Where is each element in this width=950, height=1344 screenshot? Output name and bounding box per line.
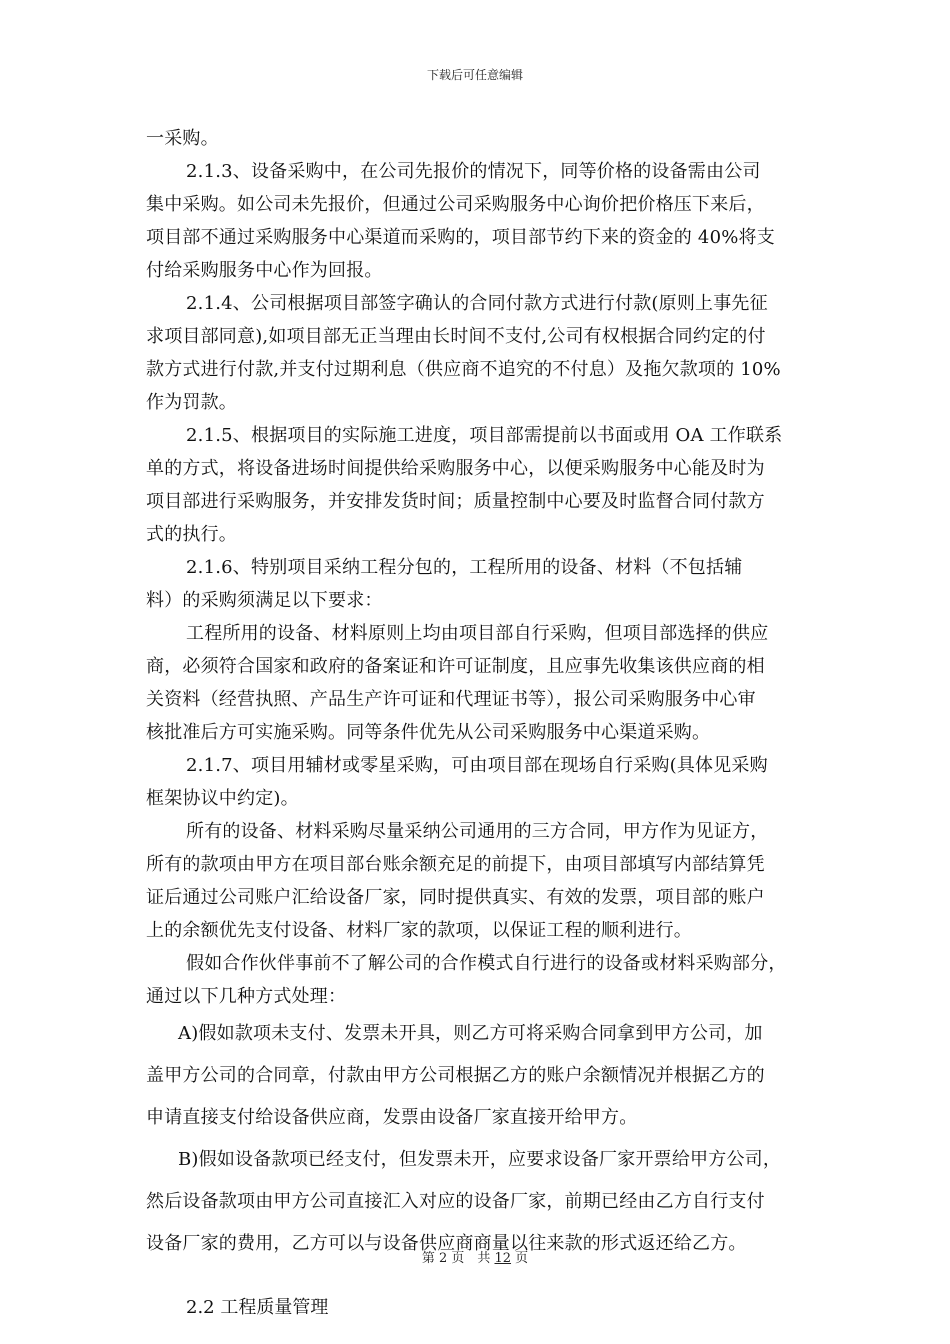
text-line: 设备厂家的费用，乙方可以与设备供应商商量以往来款的形式返还给乙方。 xyxy=(146,1233,747,1254)
text-line: 付给采购服务中心作为回报。 xyxy=(146,260,383,281)
paragraph xyxy=(146,287,806,419)
page-number-prefix: 第 2 页 共 xyxy=(421,1251,495,1266)
text-line: 2.1.5、根据项目的实际施工进度，项目部需提前以书面或用 OA 工作联系 xyxy=(186,425,783,446)
text-line: 关资料（经营执照、产品生产许可证和代理证书等），报公司采购服务中心审 xyxy=(146,689,756,710)
text-line: 然后设备款项由甲方公司直接汇入对应的设备厂家，前期已经由乙方自行支付 xyxy=(146,1191,765,1212)
text-line: 证后通过公司账户汇给设备厂家，同时提供真实、有效的发票，项目部的账户 xyxy=(146,887,765,908)
paragraph xyxy=(146,815,806,947)
text-line: B)假如设备款项已经支付，但发票未开，应要求设备厂家开票给甲方公司， xyxy=(178,1149,782,1170)
page-footer xyxy=(0,1247,950,1266)
text-line: 项目部进行采购服务，并安排发货时间；质量控制中心要及时监督合同付款方 xyxy=(146,491,765,512)
text-line: 一采购。 xyxy=(146,128,219,149)
section-heading: 2.2 工程质量管理 xyxy=(186,1297,329,1318)
text-line: 申请直接支付给设备供应商，发票由设备厂家直接开给甲方。 xyxy=(146,1107,638,1128)
paragraph xyxy=(146,419,806,551)
text-line: 2.1.7、项目用辅材或零星采购，可由项目部在现场自行采购(具体见采购 xyxy=(186,755,768,776)
text-line: 2.1.4、公司根据项目部签字确认的合同付款方式进行付款(原则上事先征 xyxy=(186,293,768,314)
text-line: 料）的采购须满足以下要求： xyxy=(146,590,383,611)
text-line: A)假如款项未支付、发票未开具，则乙方可将采购合同拿到甲方公司，加 xyxy=(178,1023,763,1044)
text-line: 求项目部同意),如项目部无正当理由长时间不支付,公司有权根据合同约定的付 xyxy=(146,326,766,347)
total-pages: 12 xyxy=(494,1251,512,1266)
text-line: 式的执行。 xyxy=(146,524,237,545)
document-body xyxy=(146,122,806,1324)
text-line: 核批准后方可实施采购。同等条件优先从公司采购服务中心渠道采购。 xyxy=(146,722,711,743)
paragraph xyxy=(146,551,806,617)
text-line: 所有的设备、材料采购尽量采纳公司通用的三方合同，甲方作为见证方， xyxy=(186,821,769,842)
text-line: 商，必须符合国家和政府的备案证和许可证制度，且应事先收集该供应商的相 xyxy=(146,656,765,677)
text-line: 所有的款项由甲方在项目部台账余额充足的前提下，由项目部填写内部结算凭 xyxy=(146,854,765,875)
text-line: 2.1.3、设备采购中，在公司先报价的情况下，同等价格的设备需由公司 xyxy=(186,161,761,182)
page-number-suffix: 页 xyxy=(511,1251,529,1266)
text-line: 款方式进行付款,并支付过期利息（供应商不追究的不付息）及拖欠款项的 10% xyxy=(146,359,781,380)
paragraph xyxy=(146,155,806,287)
text-line: 集中采购。如公司未先报价，但通过公司采购服务中心询价把价格压下来后， xyxy=(146,194,765,215)
text-line: 框架协议中约定)。 xyxy=(146,788,299,809)
paragraph xyxy=(146,617,806,749)
paragraph xyxy=(146,1013,806,1139)
text-line: 2.1.6、特别项目采纳工程分包的，工程所用的设备、材料（不包括辅 xyxy=(186,557,743,578)
paragraph xyxy=(146,749,806,815)
text-line: 项目部不通过采购服务中心渠道而采购的，项目部节约下来的资金的 40%将支 xyxy=(146,227,775,248)
text-line: 假如合作伙伴事前不了解公司的合作模式自行进行的设备或材料采购部分， xyxy=(186,953,787,974)
text-line: 上的余额优先支付设备、材料厂家的款项，以保证工程的顺利进行。 xyxy=(146,920,692,941)
text-line: 单的方式，将设备进场时间提供给采购服务中心，以便采购服务中心能及时为 xyxy=(146,458,765,479)
text-line: 通过以下几种方式处理： xyxy=(146,986,347,1007)
text-line: 工程所用的设备、材料原则上均由项目部自行采购，但项目部选择的供应 xyxy=(186,623,769,644)
paragraph xyxy=(146,947,806,1013)
page-header: 下载后可任意编辑 xyxy=(426,68,523,82)
paragraph xyxy=(146,122,806,155)
text-line: 盖甲方公司的合同章，付款由甲方公司根据乙方的账户余额情况并根据乙方的 xyxy=(146,1065,765,1086)
text-line: 作为罚款。 xyxy=(146,392,237,413)
